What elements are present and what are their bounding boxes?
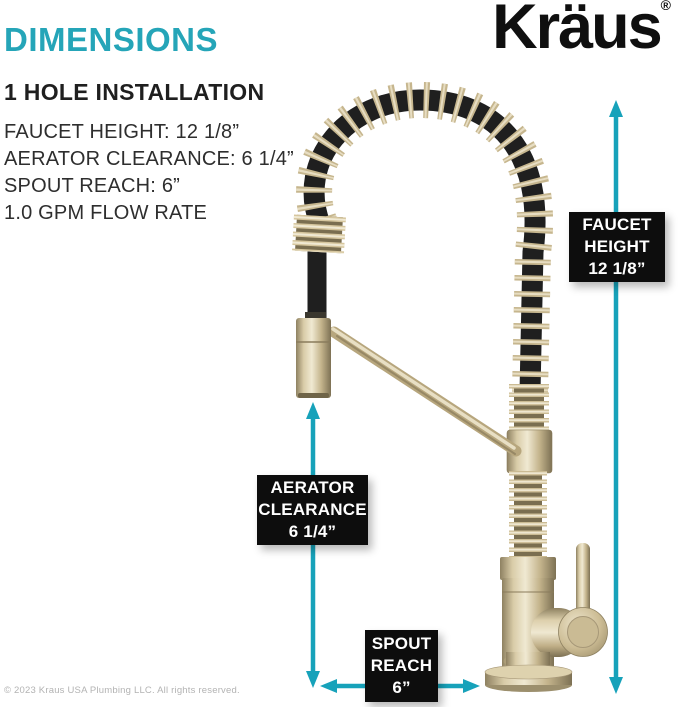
arrowhead-left-icon xyxy=(320,679,337,693)
base-flange xyxy=(485,652,572,692)
spout-reach-label xyxy=(365,630,438,702)
faucet-height-label xyxy=(569,212,665,282)
label-value: 6 1/4” xyxy=(288,522,337,541)
aerator xyxy=(298,393,329,398)
label-line: CLEARANCE xyxy=(258,500,367,519)
spec-spout-reach: SPOUT REACH: 6” xyxy=(4,175,180,197)
copyright-notice: © 2023 Kraus USA Plumbing LLC. All rights reserved. xyxy=(4,685,240,696)
spec-aerator-clearance: AERATOR CLEARANCE: 6 1/4” xyxy=(4,148,294,170)
label-line: REACH xyxy=(370,656,433,675)
label-line: AERATOR xyxy=(270,478,355,497)
spec-list xyxy=(4,119,294,227)
kraus-logo-text: Kräus xyxy=(492,0,661,62)
support-arm xyxy=(333,329,516,454)
registered-trademark-icon: ® xyxy=(660,0,671,13)
label-value: 12 1/8” xyxy=(588,259,646,278)
aerator-clearance-arrow xyxy=(306,402,320,688)
spray-head xyxy=(296,312,331,398)
arrowhead-up-icon xyxy=(306,402,320,419)
dimension-arrows xyxy=(306,100,623,694)
spring-coil-arch xyxy=(314,100,535,392)
coil-collar xyxy=(318,216,320,252)
faucet-height-arrow xyxy=(609,100,623,694)
aerator-clearance-label xyxy=(257,475,368,545)
label-line: SPOUT xyxy=(371,634,432,653)
arrowhead-down-icon xyxy=(609,677,623,694)
arrowhead-right-icon xyxy=(463,679,480,693)
page-title: DIMENSIONS xyxy=(4,21,219,58)
label-line: FAUCET xyxy=(582,215,652,234)
label-value: 6” xyxy=(392,678,411,697)
spec-faucet-height: FAUCET HEIGHT: 12 1/8” xyxy=(4,121,240,143)
arrowhead-up-icon xyxy=(609,100,623,117)
installation-heading: 1 HOLE INSTALLATION xyxy=(4,79,265,105)
label-line: HEIGHT xyxy=(584,237,650,256)
spec-flow-rate: 1.0 GPM FLOW RATE xyxy=(4,202,208,224)
arrowhead-down-icon xyxy=(306,671,320,688)
kraus-logo xyxy=(492,0,671,62)
